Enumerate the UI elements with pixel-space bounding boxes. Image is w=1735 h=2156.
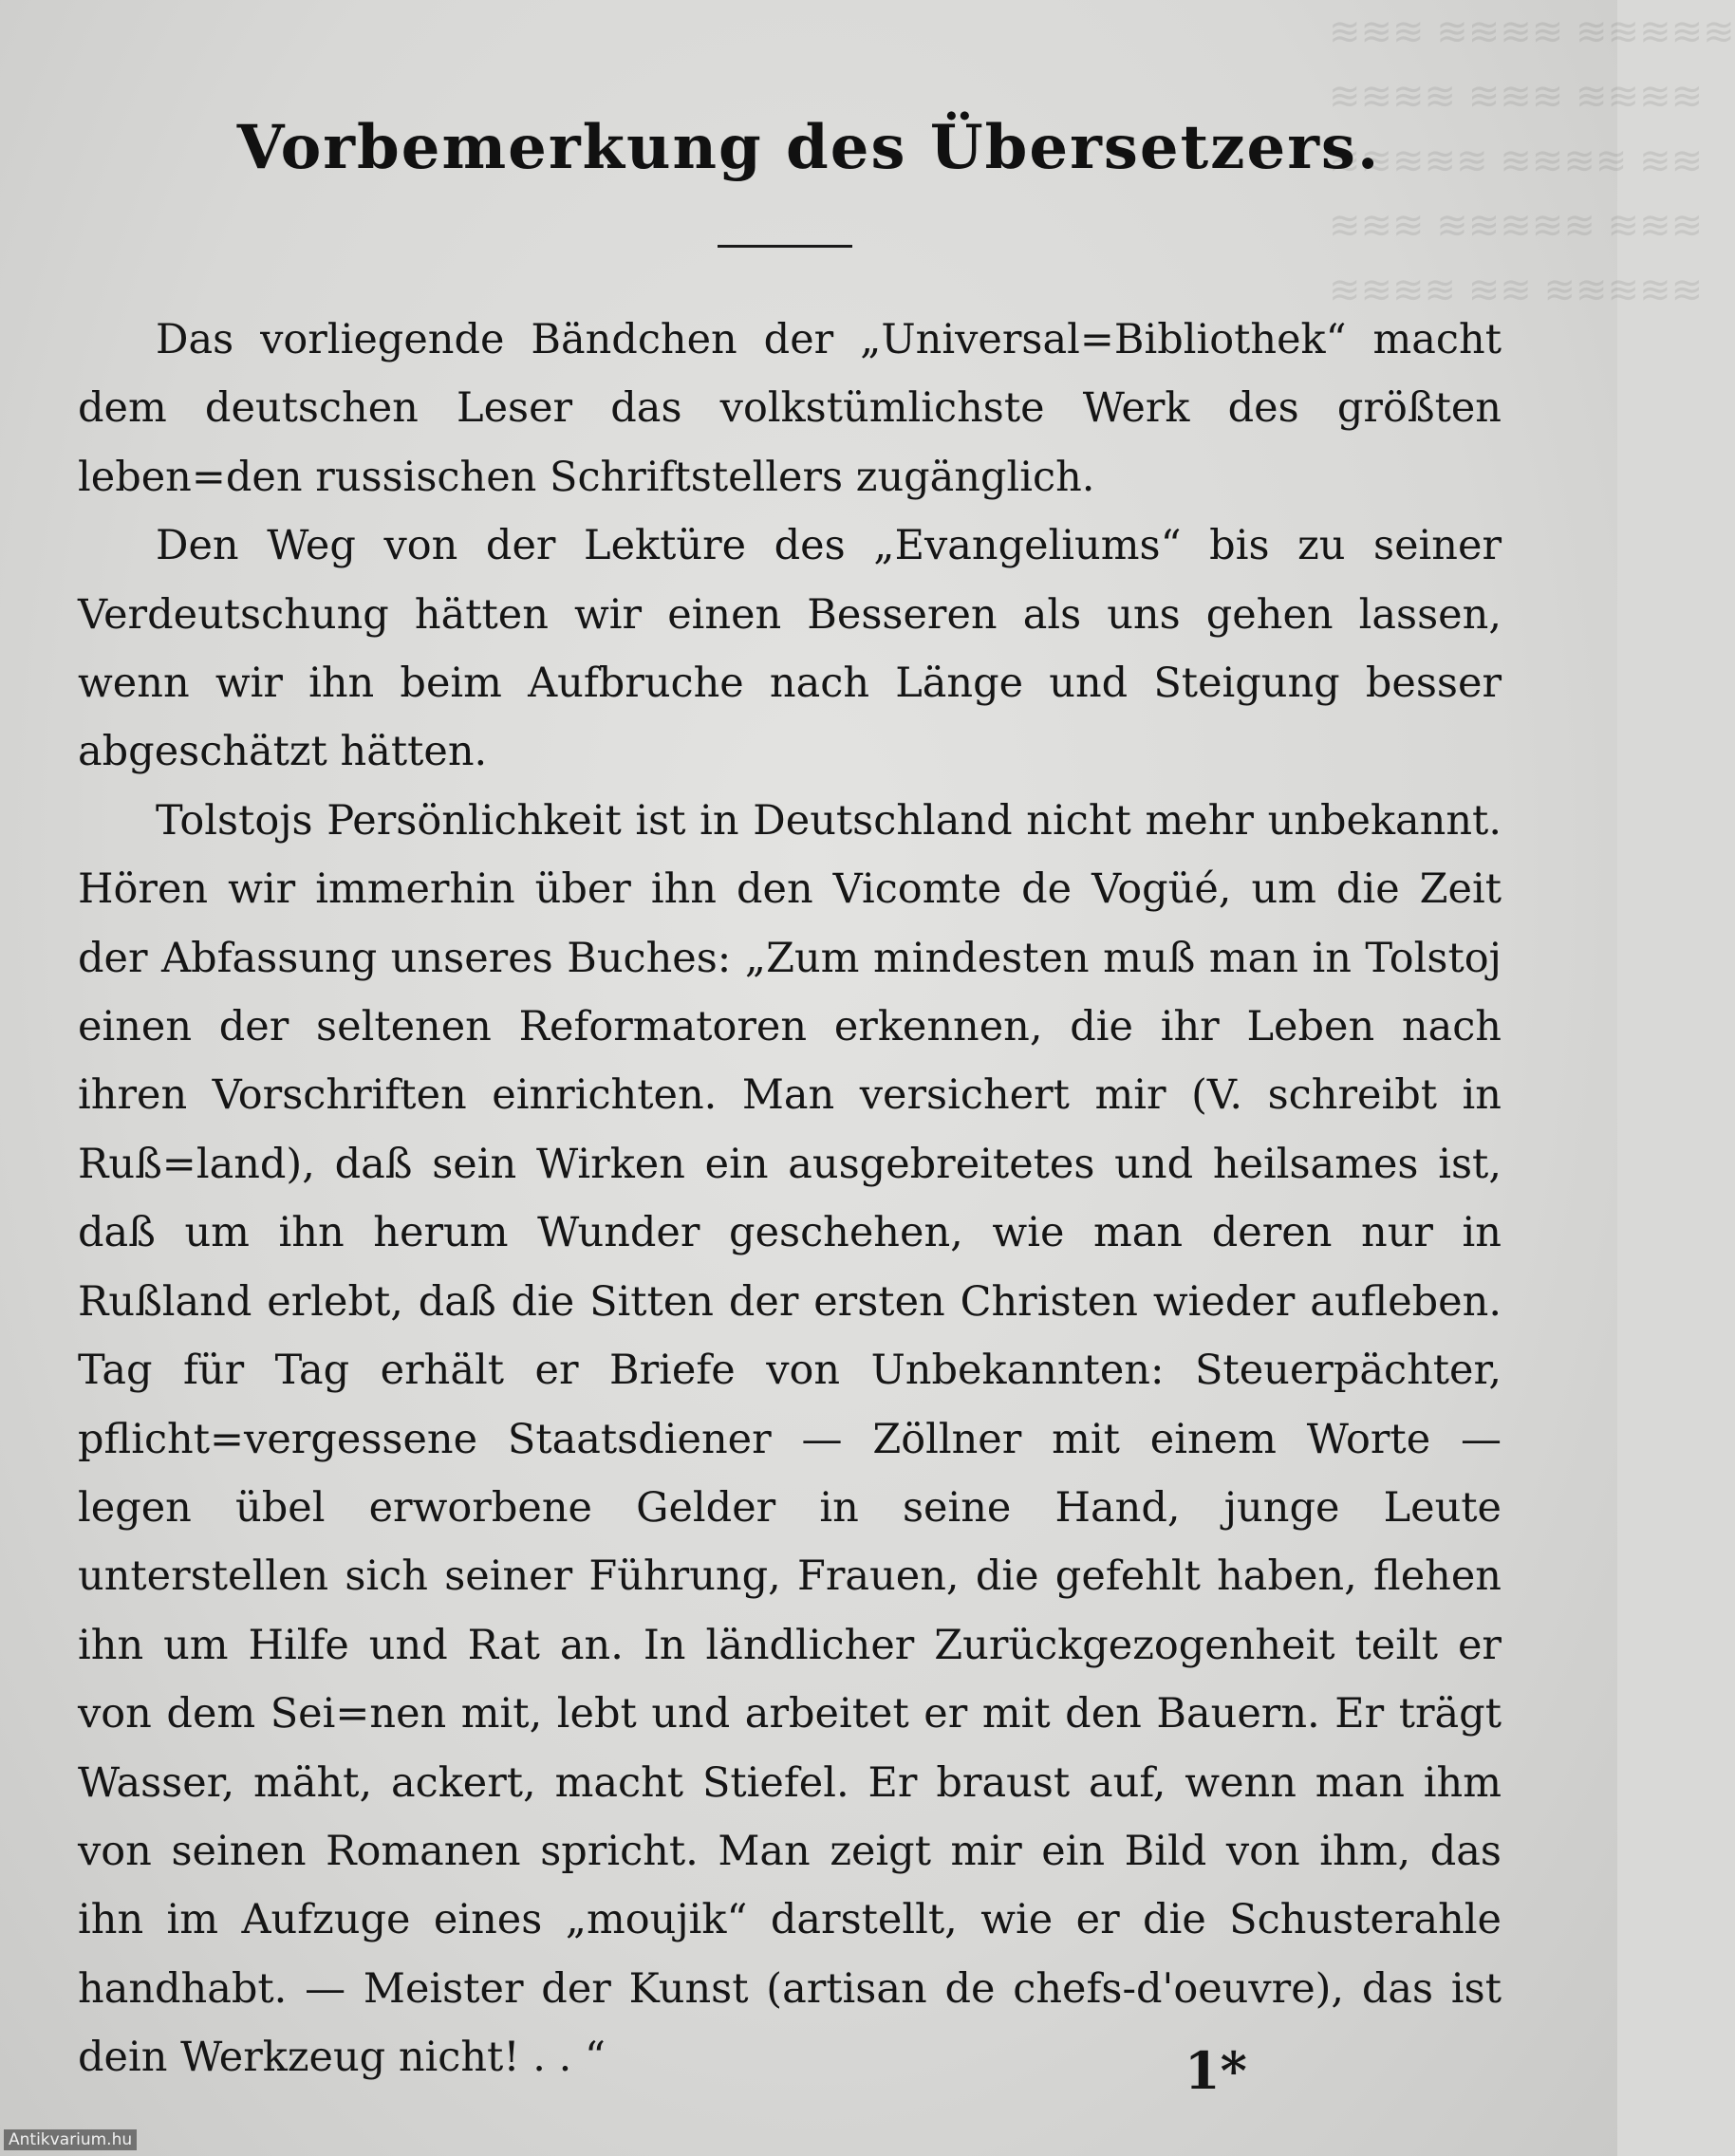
watermark: Antikvarium.hu <box>4 2129 137 2150</box>
paragraph-2: Den Weg von der Lektüre des „Evangeliums“ bis zu seiner Verdeutschung hätten wir einen Besseren als uns gehen lassen, wenn wir ihn beim Aufbruche nach Länge und Steigung besser abgeschätzt hätten. <box>78 522 1502 776</box>
paragraph-3: Tolstojs Persönlichkeit ist in Deutschland nicht mehr unbekannt. Hören wir immerhin über ihn den Vicomte de Vogüé, um die Zeit der Abfassung unseres Buches: „Zum mindesten muß man in Tolstoj einen der seltenen Reformatoren erkennen, die ihr Leben nach ihren Vorschriften einrichten. Man versichert mir (V. schreibt in Ruß=land), daß sein Wirken ein ausgebreitetes und heilsames ist, daß um ihn herum Wunder geschehen, wie man deren nur in Rußland erlebt, daß die Sitten der ersten Christen wieder aufleben. Tag für Tag erhält er Briefe von Unbekannten: Steuerpächter, pflicht=vergessene Staatsdiener — Zöllner mit einem Worte — legen übel erworbene Gelder in seine Hand, junge Leute unterstellen sich seiner Führung, Frauen, die gefehlt haben, flehen ihn um Hilfe und Rat an. In ländlicher Zurückgezogenheit teilt er von dem Sei=nen mit, lebt und arbeitet er mit den Bauern. Er trägt Wasser, mäht, ackert, macht Stiefel. Er braust auf, wenn man ihm von seinen Romanen spricht. Man zeigt mir ein Bild von ihm, das ihn im Aufzuge eines „moujik“ darstellt, wie er die Schusterahle handhabt. — Meister der Kunst (artisan de chefs-d'oeuvre), das ist dein Werkzeug nicht! . . “ <box>78 796 1502 2082</box>
bleed-through-texture: ≋≋≋ ≋≋≋≋ ≋≋≋≋≋ ≋≋≋≋ ≋≋≋ ≋≋≋≋ ≋≋≋≋≋ ≋≋≋≋ ≋≋ ≋≋≋ ≋≋≋≋≋ ≋≋≋ ≋≋≋≋ ≋≋ ≋≋≋≋≋ <box>1329 10 1735 312</box>
title-divider <box>718 245 852 248</box>
page-title: Vorbemerkung des Übersetzers. <box>236 112 1381 183</box>
body-text <box>78 306 1502 2092</box>
page-signature: 1* <box>1185 2040 1247 2101</box>
paragraph-1: Das vorliegende Bändchen der „Universal=Bibliothek“ macht dem deutschen Leser das volkstümlichste Werk des größten leben=den russischen Schriftstellers zugänglich. <box>78 316 1502 501</box>
